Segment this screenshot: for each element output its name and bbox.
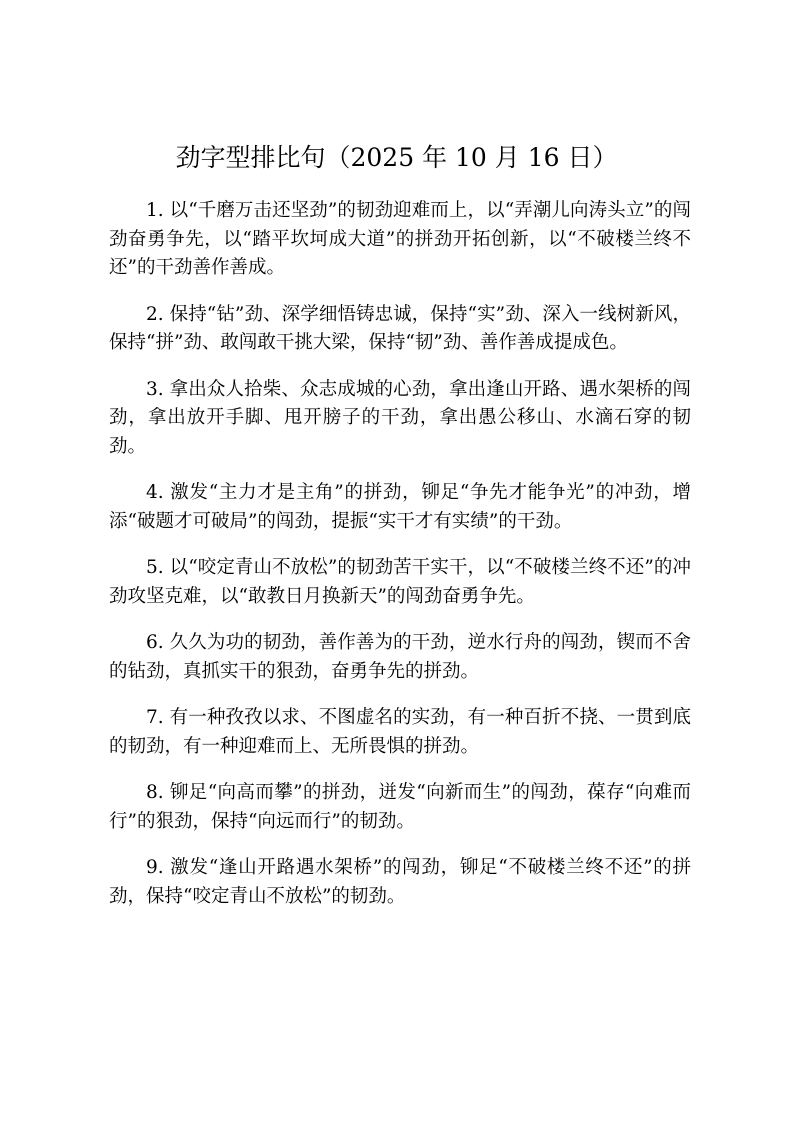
paragraph-2: 2. 保持“钻”劲、深学细悟铸忠诚，保持“实”劲、深入一线树新风，保持“拼”劲、敢闯敢干挑大梁，保持“韧”劲、善作善成提成色。: [109, 303, 691, 353]
document-body: [109, 197, 691, 929]
document-title: 劲字型排比句（2025 年 10 月 16 日）: [175, 143, 618, 172]
paragraph-3: 3. 拿出众人拾柴、众志成城的心劲，拿出逢山开路、遇水架桥的闯劲，拿出放开手脚、甩开膀子的干劲，拿出愚公移山、水滴石穿的韧劲。: [109, 378, 691, 457]
paragraph-5: 5. 以“咬定青山不放松”的韧劲苦干实干，以“不破楼兰终不还”的冲劲攻坚克难，以“敢教日月换新天”的闯劲奋勇争先。: [109, 557, 691, 607]
paragraph-7: 7. 有一种孜孜以求、不图虚名的实劲，有一种百折不挠、一贯到底的韧劲，有一种迎难而上、无所畏惧的拼劲。: [109, 707, 691, 757]
paragraph-4: 4. 激发“主力才是主角”的拼劲，铆足“争先才能争光”的冲劲，增添“破题才可破局”的闯劲，提振“实干才有实绩”的干劲。: [109, 482, 691, 532]
paragraph-1: 1. 以“千磨万击还坚劲”的韧劲迎难而上，以“弄潮儿向涛头立”的闯劲奋勇争先，以“踏平坎坷成大道”的拼劲开拓创新，以“不破楼兰终不还”的干劲善作善成。: [109, 200, 691, 278]
paragraph-9: 9. 激发“逢山开路遇水架桥”的闯劲，铆足“不破楼兰终不还”的拼劲，保持“咬定青山不放松”的韧劲。: [109, 857, 691, 907]
paragraph-6: 6. 久久为功的韧劲，善作善为的干劲，逆水行舟的闯劲，锲而不舍的钻劲，真抓实干的狠劲，奋勇争先的拼劲。: [109, 632, 691, 682]
paragraph-8: 8. 铆足“向高而攀”的拼劲，迸发“向新而生”的闯劲，葆存“向难而行”的狠劲，保持“向远而行”的韧劲。: [109, 782, 691, 832]
